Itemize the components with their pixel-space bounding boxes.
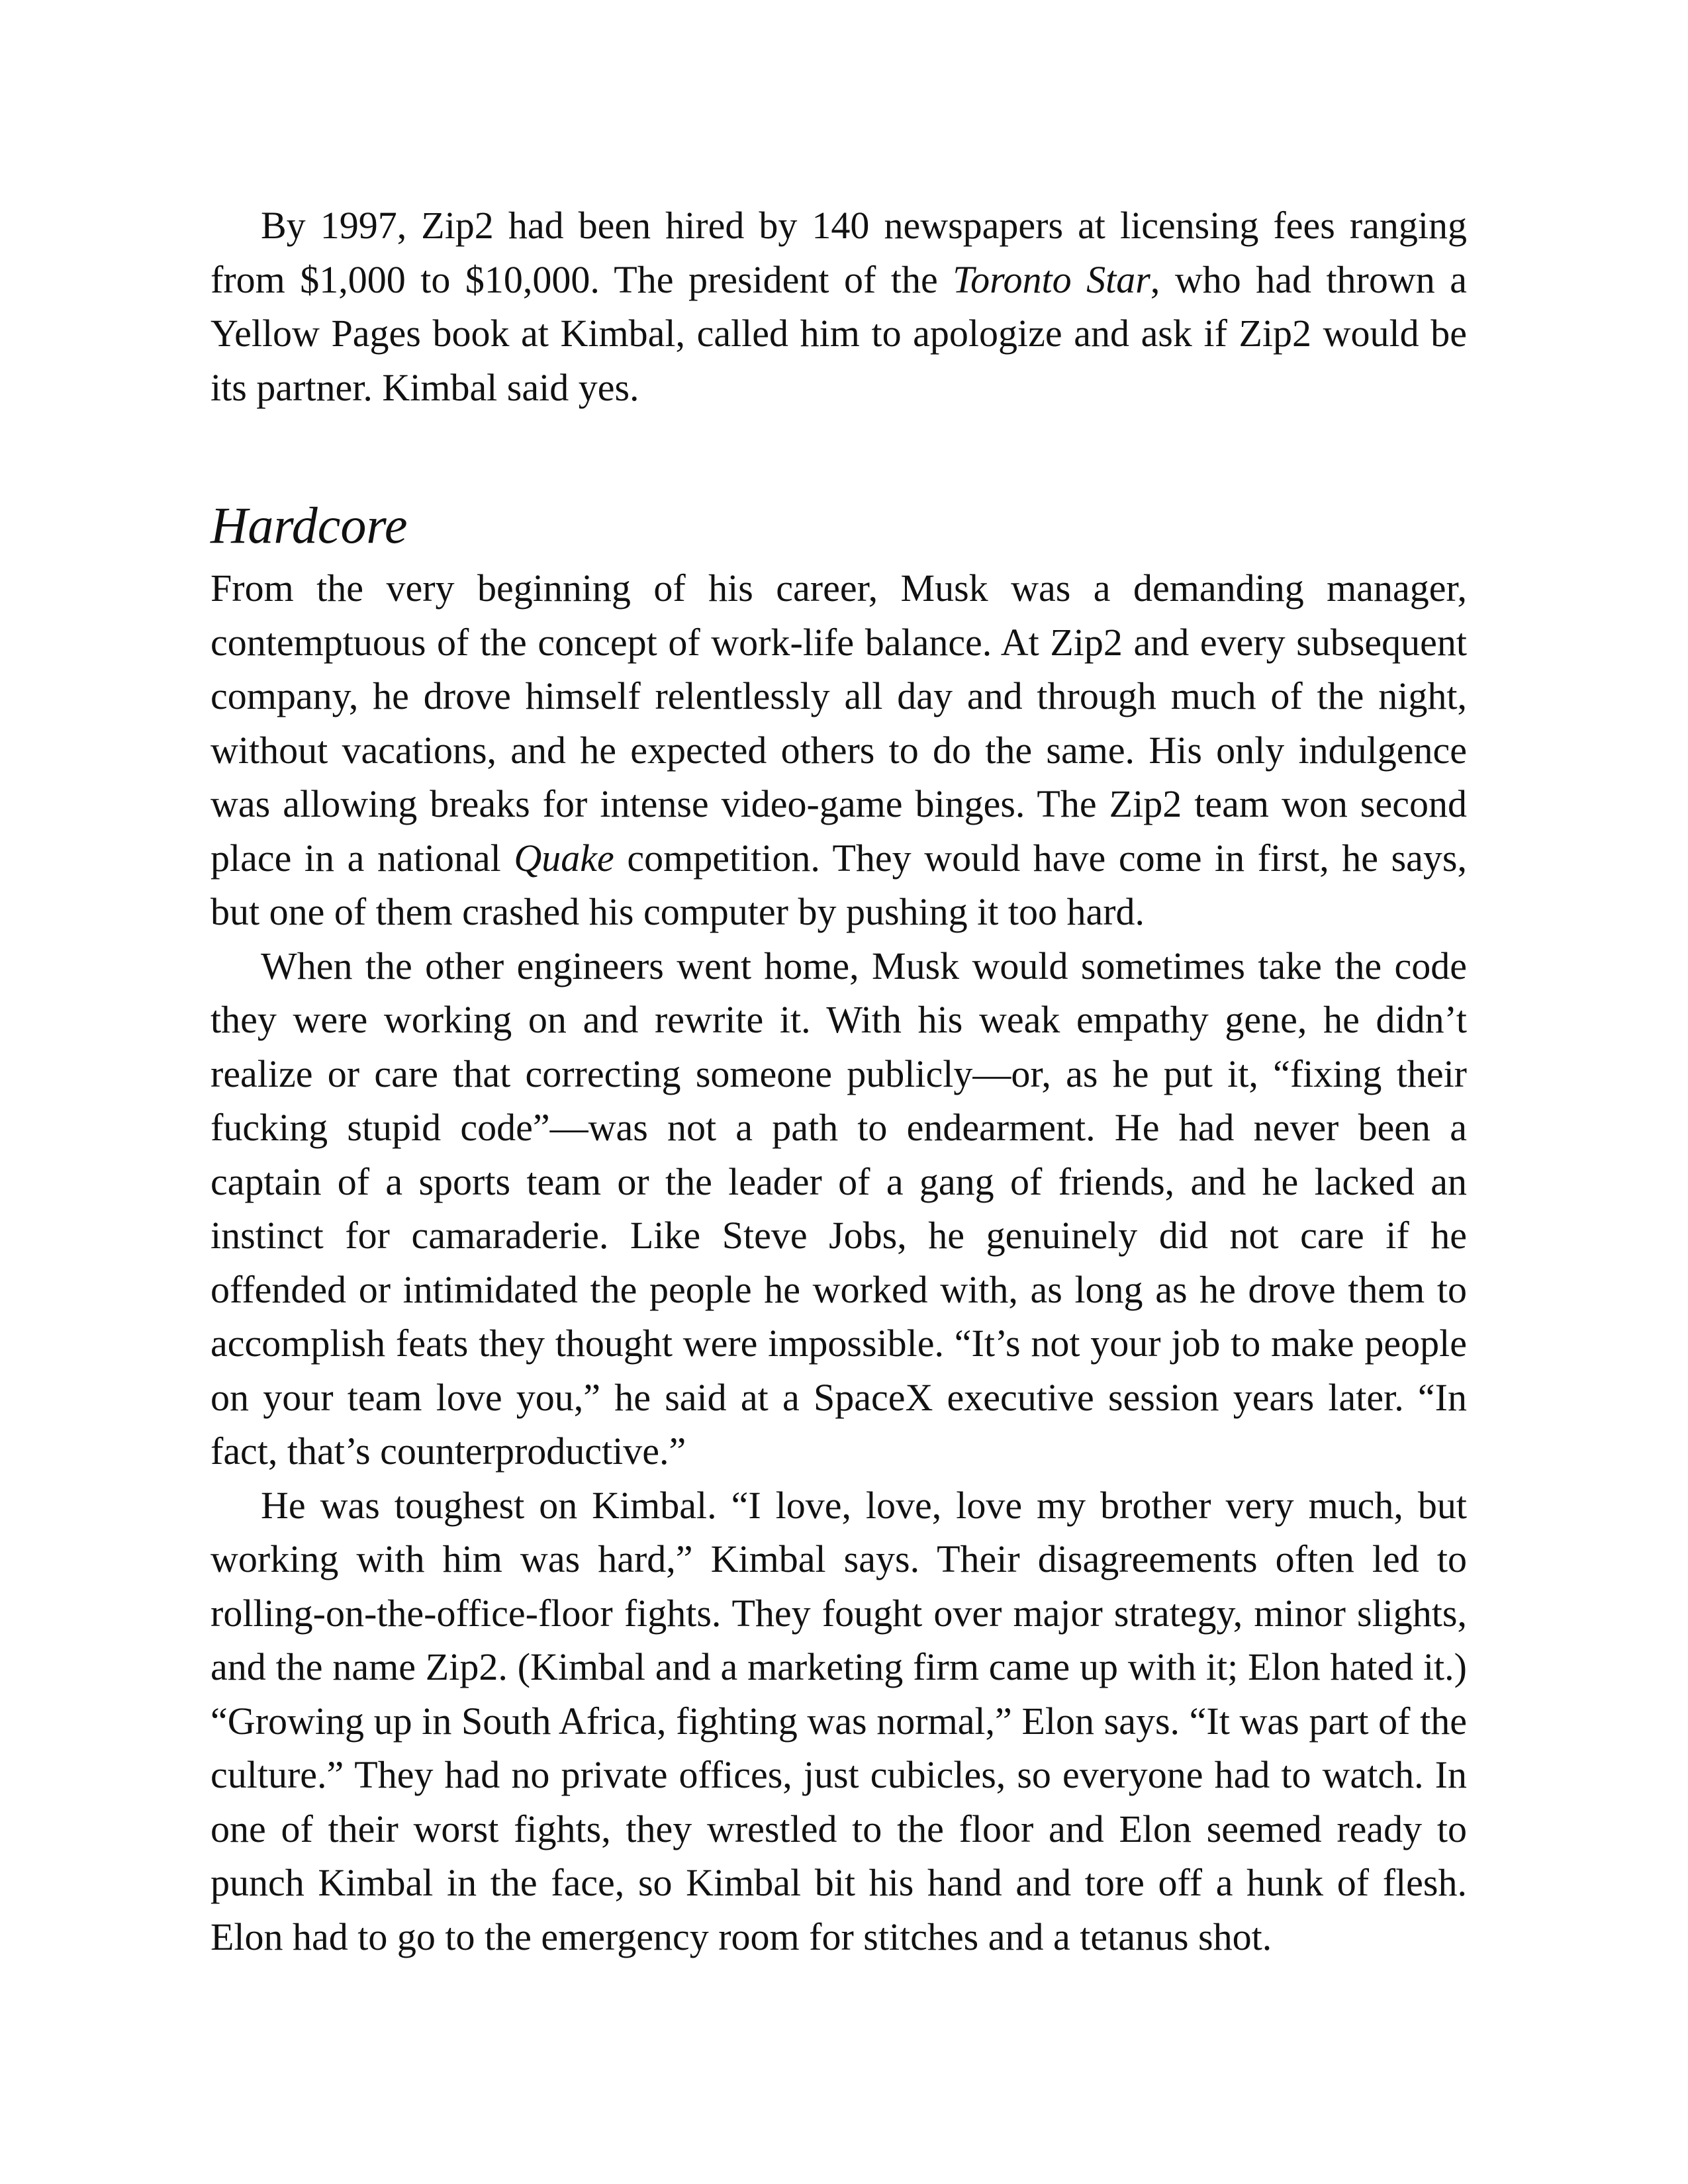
italic-title: Toronto Star: [953, 257, 1150, 301]
book-page: [211, 199, 1467, 1964]
paragraph-demanding-manager: From the very beginning of his career, Musk was a demanding manager, contemptuous of the concept of work-life balance. At Zip2 and every subsequent company, he drove himself relentlessly all day and through much of the night, without vacations, and he expected others to do the same. His only indulgence was allowing breaks for intense video-game binges. The Zip2 team won second place in a national Quake competition. They would have come in first, he says, but one of them crashed his computer by pushing it too hard.: [211, 567, 1467, 933]
italic-title: Quake: [514, 836, 614, 880]
paragraph-toughest-on-kimbal: He was toughest on Kimbal. “I love, love, love my brother very much, but working with him was hard,” Kimbal says. Their disagreements often led to rolling-on-the-office-floor fights. They fought over major strategy, minor slights, and the name Zip2. (Kimbal and a marketing firm came up with it; Elon hated it.) “Growing up in South Africa, fighting was normal,” Elon says. “It was part of the culture.” They had no private offices, just cubicles, so everyone had to watch. In one of their worst fights, they wrestled to the floor and Elon seemed ready to punch Kimbal in the face, so Kimbal bit his hand and tore off a hunk of flesh. Elon had to go to the emergency room for stitches and a tetanus shot.: [211, 1483, 1467, 1958]
paragraph-rewrite-code: When the other engineers went home, Musk would sometimes take the code they were working on and rewrite it. With his weak empathy gene, he didn’t realize or care that correcting someone publicly—or, as he put it, “fixing their fucking stupid code”—was not a path to endearment. He had never been a captain of a sports team or the leader of a gang of friends, and he lacked an instinct for camaraderie. Like Steve Jobs, he genuinely did not care if he offended or intimidated the people he worked with, as long as he drove them to accomplish feats they thought were impossible. “It’s not your job to make people on your team love you,” he said at a SpaceX executive session years later. “In fact, that’s counterproductive.”: [211, 944, 1467, 1473]
section-heading: Hardcore: [211, 496, 408, 554]
paragraph-zip2-newspapers: By 1997, Zip2 had been hired by 140 newspapers at licensing fees ranging from $1,000 to $10,000. The president of the Toronto Star, who had thrown a Yellow Pages book at Kimbal, called him to apologize and ask if Zip2 would be its partner. Kimbal said yes.: [211, 204, 1467, 409]
